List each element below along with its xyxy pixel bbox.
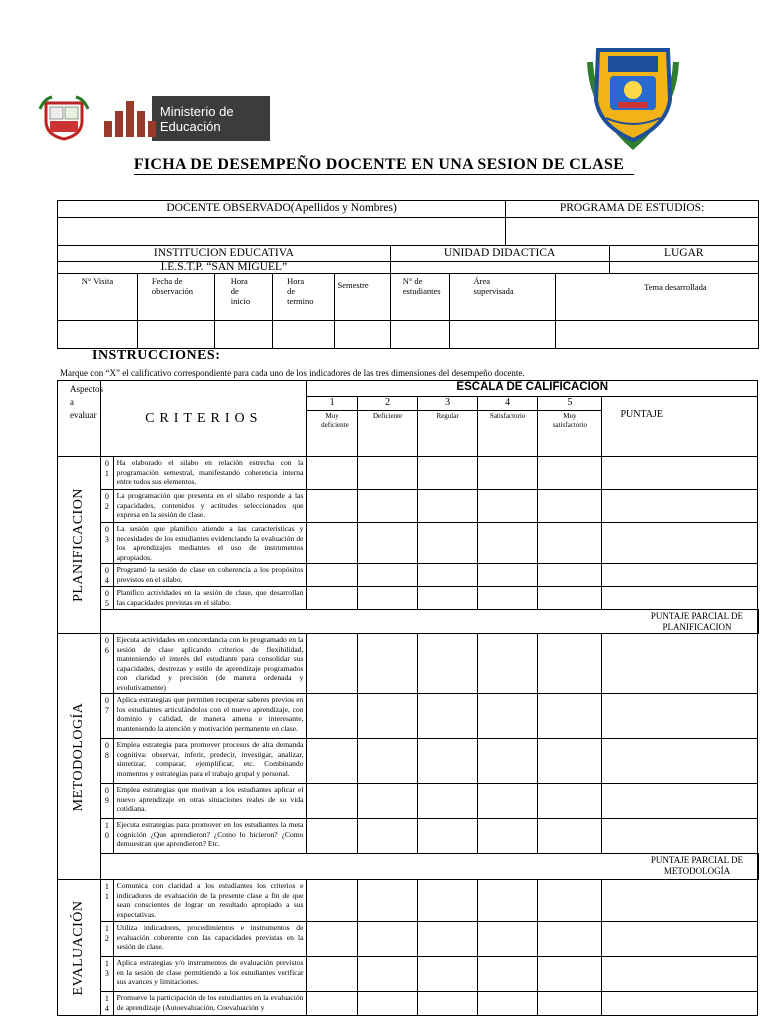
criteria-text: Comunica con claridad a los estudiantes los criterios e indicadores de evaluación de la presente clase a fin de que sean conscientes de lograr un resultado apropiado a sus expectativas. (113, 880, 307, 922)
rating-cell-5[interactable] (538, 880, 602, 922)
rating-cell-5[interactable] (538, 587, 602, 610)
criteria-number: 09 (101, 784, 114, 819)
rating-cell-3[interactable] (418, 694, 477, 739)
score-cell[interactable] (602, 819, 758, 854)
school-crest-logo (578, 40, 688, 150)
rating-cell-4[interactable] (477, 634, 538, 694)
rating-cell-1[interactable] (307, 739, 357, 784)
criteria-row (58, 784, 759, 819)
rating-cell-1[interactable] (307, 819, 357, 854)
rating-cell-3[interactable] (418, 819, 477, 854)
instructions-title: INSTRUCCIONES: (92, 348, 221, 363)
aspect-header: Aspectos a evaluar (58, 381, 101, 457)
rating-cell-3[interactable] (418, 564, 477, 587)
criteria-number: 13 (101, 957, 114, 992)
partial-score-label: PUNTAJE PARCIAL DE METODOLOGÍA (307, 854, 758, 880)
partial-score-spacer (101, 854, 307, 880)
rating-cell-5[interactable] (538, 922, 602, 957)
criteria-header: CRITERIOS (101, 381, 307, 457)
tema-field[interactable] (555, 321, 758, 349)
programa-label: PROGRAMA DE ESTUDIOS: (506, 201, 759, 218)
rating-cell-2[interactable] (357, 992, 418, 1016)
rating-cell-1[interactable] (307, 880, 357, 922)
instructions-text: Marque con “X” el calificativo correspondiente para cada uno de los indicadores de las tres dimensiones del desempeño docente. (60, 368, 525, 378)
criteria-row (58, 564, 759, 587)
rating-cell-2[interactable] (357, 922, 418, 957)
evaluation-table (57, 380, 759, 1016)
scale-number-3: 3 (418, 397, 477, 411)
rating-cell-5[interactable] (538, 694, 602, 739)
rating-cell-2[interactable] (357, 880, 418, 922)
rating-cell-1[interactable] (307, 957, 357, 992)
rating-cell-2[interactable] (357, 457, 418, 490)
rating-cell-5[interactable] (538, 957, 602, 992)
score-cell[interactable] (602, 880, 758, 922)
rating-cell-1[interactable] (307, 490, 357, 523)
rating-cell-2[interactable] (357, 694, 418, 739)
criteria-number: 10 (101, 819, 114, 854)
rating-cell-3[interactable] (418, 739, 477, 784)
rating-cell-1[interactable] (307, 457, 357, 490)
criteria-text: Planifico actividades en la sesión de clase, que desarrollan las capacidades previstas en el silabo. (113, 587, 307, 610)
rating-cell-2[interactable] (357, 634, 418, 694)
criteria-text: Ejecuta actividades en concordancia con lo programado en la sesión de clase aplicando criterios de flexibilidad, manteniendo el interés del estudiante para consolidar sus capacidades, destrezas y estilo de aprendizaje programados con claridad y precisión (de manera ordenada y evolutivamente) (113, 634, 307, 694)
unidad-field[interactable] (390, 262, 609, 274)
rating-cell-2[interactable] (357, 819, 418, 854)
partial-score-row (58, 610, 759, 634)
rating-cell-2[interactable] (357, 564, 418, 587)
rating-cell-3[interactable] (418, 634, 477, 694)
criteria-text: Aplica estrategias y/o instrumentos de evaluación previstos en la sesión de clase permitiendo a los estudiantes verificar sus avances y limitaciones. (113, 957, 307, 992)
rating-cell-1[interactable] (307, 634, 357, 694)
score-cell[interactable] (602, 992, 758, 1016)
rating-cell-4[interactable] (477, 490, 538, 523)
lugar-field[interactable] (609, 262, 758, 274)
scale-label-3: Regular (418, 411, 477, 457)
fecha-field[interactable] (137, 321, 214, 349)
hora-termino-field[interactable] (273, 321, 334, 349)
rating-cell-5[interactable] (538, 523, 602, 564)
col-hora-inicio: Hora de inicio (214, 274, 272, 321)
criteria-text: Emplea estrategias que motivan a los estudiantes aplicar el nuevo aprendizaje en otras situaciones reales de su vida cotidiana. (113, 784, 307, 819)
rating-cell-1[interactable] (307, 587, 357, 610)
col-estudiantes: N° de estudiantes (390, 274, 449, 321)
criteria-number: 12 (101, 922, 114, 957)
rating-cell-2[interactable] (357, 490, 418, 523)
estudiantes-field[interactable] (390, 321, 449, 349)
partial-score-label: PUNTAJE PARCIAL DE PLANIFICACION (307, 610, 758, 634)
criteria-number: 05 (101, 587, 114, 610)
rating-cell-1[interactable] (307, 992, 357, 1016)
area-field[interactable] (449, 321, 555, 349)
rating-cell-3[interactable] (418, 784, 477, 819)
partial-score-row (58, 854, 759, 880)
section-name: METODOLOGÍA (71, 702, 86, 811)
ministry-bars-icon (96, 96, 152, 141)
rating-cell-5[interactable] (538, 490, 602, 523)
section-name: EVALUACIÓN (71, 900, 86, 995)
score-cell[interactable] (602, 957, 758, 992)
semestre-field[interactable] (334, 321, 390, 349)
criteria-row (58, 523, 759, 564)
rating-cell-4[interactable] (477, 457, 538, 490)
rating-cell-3[interactable] (418, 587, 477, 610)
col-area: Área supervisada (449, 274, 555, 321)
score-cell[interactable] (602, 922, 758, 957)
col-fecha: Fecha de observación (137, 274, 214, 321)
rating-cell-4[interactable] (477, 564, 538, 587)
rating-cell-5[interactable] (538, 784, 602, 819)
criteria-text: Aplica estrategias que permiten recuperar saberes previos en los estudiantes articulándolos con el nuevo aprendizaje, con dominio y calidad, de manera amena e interesante, manteniendo la atención y motivación permanente en clase. (113, 694, 307, 739)
criteria-row (58, 922, 759, 957)
score-cell[interactable] (602, 634, 758, 694)
rating-cell-5[interactable] (538, 992, 602, 1016)
institucion-value: I.E.S.T.P. “SAN MIGUEL” (58, 262, 391, 274)
rating-cell-1[interactable] (307, 694, 357, 739)
criteria-number: 08 (101, 739, 114, 784)
criteria-row (58, 739, 759, 784)
rating-cell-5[interactable] (538, 634, 602, 694)
score-cell[interactable] (602, 784, 758, 819)
rating-cell-2[interactable] (357, 739, 418, 784)
criteria-number: 14 (101, 992, 114, 1016)
peru-coat-of-arms-logo (38, 95, 90, 141)
ministerio-educacion-logo (96, 96, 270, 141)
rating-cell-4[interactable] (477, 819, 538, 854)
criteria-text: Promueve la participación de los estudiantes en la evaluación de aprendizaje (Autoevaluación, Coevaluación y (113, 992, 307, 1016)
scale-number-5: 5 (538, 397, 602, 411)
score-header: PUNTAJE (602, 397, 758, 457)
scale-label-4: Satisfactorio (477, 411, 538, 457)
rating-cell-2[interactable] (357, 957, 418, 992)
score-cell[interactable] (602, 739, 758, 784)
rating-cell-1[interactable] (307, 564, 357, 587)
section-label-cell (58, 634, 101, 880)
scale-label-2: Deficiente (357, 411, 418, 457)
scale-label-1: Muy deficiente (307, 411, 357, 457)
visita-field[interactable] (58, 321, 138, 349)
criteria-number: 01 (101, 457, 114, 490)
score-cell[interactable] (602, 490, 758, 523)
partial-score-spacer (101, 610, 307, 634)
criteria-row (58, 694, 759, 739)
criteria-row (58, 634, 759, 694)
institucion-label: INSTITUCION EDUCATIVA (58, 246, 391, 262)
criteria-text: Ejecuta estrategias para promover en los estudiantes la meta cognición ¿Que aprendieron? ¿Como lo hicieron? ¿Como demuestran que aprendieron? Etc. (113, 819, 307, 854)
criteria-row (58, 457, 759, 490)
criteria-text: Programó la sesión de clase en coherencia a los propósitos previstos en el silabo. (113, 564, 307, 587)
score-cell[interactable] (602, 457, 758, 490)
rating-cell-3[interactable] (418, 490, 477, 523)
rating-cell-5[interactable] (538, 564, 602, 587)
criteria-number: 11 (101, 880, 114, 922)
rating-cell-1[interactable] (307, 523, 357, 564)
rating-cell-4[interactable] (477, 739, 538, 784)
rating-cell-2[interactable] (357, 523, 418, 564)
docente-field[interactable] (58, 218, 506, 246)
score-cell[interactable] (602, 694, 758, 739)
section-label-cell (58, 880, 101, 1016)
rating-cell-2[interactable] (357, 784, 418, 819)
criteria-number: 04 (101, 564, 114, 587)
score-cell[interactable] (602, 564, 758, 587)
rating-cell-3[interactable] (418, 957, 477, 992)
col-visita: N° Visita (58, 274, 138, 321)
rating-cell-5[interactable] (538, 457, 602, 490)
docente-label: DOCENTE OBSERVADO(Apellidos y Nombres) (58, 201, 506, 218)
unidad-label: UNIDAD DIDACTICA (390, 246, 609, 262)
rating-cell-3[interactable] (418, 922, 477, 957)
rating-cell-4[interactable] (477, 587, 538, 610)
rating-cell-1[interactable] (307, 922, 357, 957)
partial-score-cell[interactable] (758, 610, 759, 634)
rating-cell-5[interactable] (538, 739, 602, 784)
rating-cell-3[interactable] (418, 880, 477, 922)
criteria-text: Emplea estrategia para promover procesos de alta demanda cognitiva: observar, inferir, predecir, investigar, analizar, sintetizar, comparar, ejemplificar, etc. Combinando momentos y estrategias para el trabajo grupal y personal. (113, 739, 307, 784)
section-label-cell (58, 457, 101, 634)
col-hora-termino: Hora de termino (273, 274, 334, 321)
col-tema: Tema desarrollada (555, 274, 758, 321)
criteria-text: La sesión que planifico atiende a las características y necesidades de los estudiantes evidenciando la evaluación de los aprendizajes mediantes el uso de instrumentos apropiados. (113, 523, 307, 564)
rating-cell-4[interactable] (477, 922, 538, 957)
criteria-text: La programación que presenta en el silabo responde a las capacidades, contenidos y actitudes seleccionados que expresa en la sesión de clase. (113, 490, 307, 523)
col-semestre: Semestre (334, 274, 390, 321)
criteria-row (58, 880, 759, 922)
criteria-row (58, 587, 759, 610)
rating-cell-4[interactable] (477, 784, 538, 819)
rating-cell-4[interactable] (477, 880, 538, 922)
scale-number-1: 1 (307, 397, 357, 411)
criteria-number: 03 (101, 523, 114, 564)
programa-field[interactable] (506, 218, 759, 246)
criteria-row (58, 957, 759, 992)
criteria-row (58, 490, 759, 523)
rating-cell-3[interactable] (418, 523, 477, 564)
rating-cell-4[interactable] (477, 957, 538, 992)
info-table (57, 200, 759, 349)
criteria-number: 07 (101, 694, 114, 739)
rating-cell-3[interactable] (418, 457, 477, 490)
section-name: PLANIFICACION (71, 488, 86, 602)
scale-number-4: 4 (477, 397, 538, 411)
rating-cell-4[interactable] (477, 992, 538, 1016)
criteria-number: 02 (101, 490, 114, 523)
criteria-text: Ha elaborado el silabo en relación estrecha con la programación semestral, manifestando coherencia interna entre todos sus elementos. (113, 457, 307, 490)
criteria-number: 06 (101, 634, 114, 694)
scale-number-2: 2 (357, 397, 418, 411)
page-title: FICHA DE DESEMPEÑO DOCENTE EN UNA SESION DE CLASE (0, 156, 768, 174)
rating-cell-3[interactable] (418, 992, 477, 1016)
scale-header: ESCALA DE CALIFICACION (307, 381, 758, 397)
criteria-row (58, 992, 759, 1016)
score-cell[interactable] (602, 523, 758, 564)
rating-cell-1[interactable] (307, 784, 357, 819)
hora-inicio-field[interactable] (214, 321, 272, 349)
rating-cell-2[interactable] (357, 587, 418, 610)
rating-cell-4[interactable] (477, 523, 538, 564)
ministry-name: Ministerio de Educación (159, 103, 234, 134)
rating-cell-5[interactable] (538, 819, 602, 854)
criteria-row (58, 819, 759, 854)
scale-label-5: Muy satisfactorio (538, 411, 602, 457)
rating-cell-4[interactable] (477, 694, 538, 739)
score-cell[interactable] (602, 587, 758, 610)
partial-score-cell[interactable] (758, 854, 759, 880)
criteria-text: Utiliza indicadores, procedimientos e instrumentos de evaluación coherente con las capacidades previstas en la sesión de clase. (113, 922, 307, 957)
lugar-label: LUGAR (609, 246, 758, 262)
